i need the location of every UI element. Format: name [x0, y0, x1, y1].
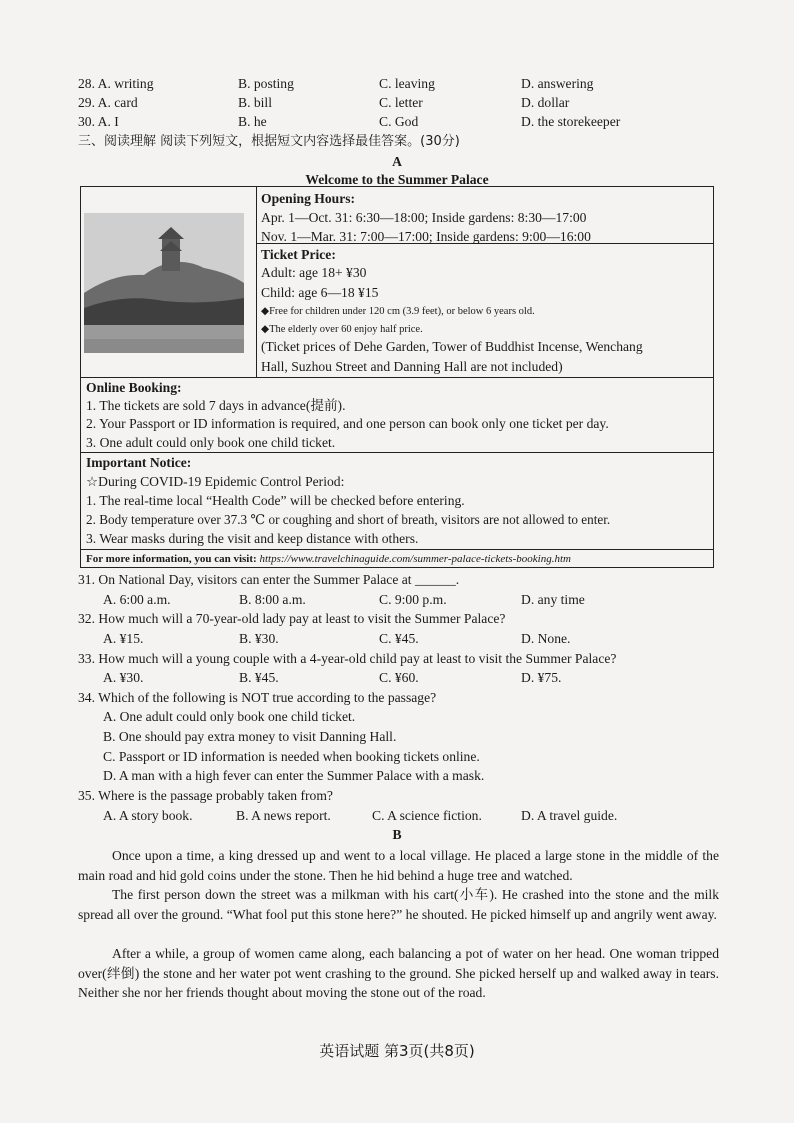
notice-item2: 2. Body temperature over 37.3 ℃ or coughing and short of breath, visitors are not allowed to enter. [86, 512, 611, 527]
option-c: C. A science fiction. [372, 808, 482, 823]
option-c: C. 9:00 p.m. [379, 592, 447, 607]
option-c: C. ¥60. [379, 670, 419, 685]
option-a: A. 6:00 a.m. [103, 592, 171, 607]
option-b: B. ¥45. [239, 670, 279, 685]
ticket-note-excluded-1: (Ticket prices of Dehe Garden, Tower of Buddhist Incense, Wenchang [261, 339, 643, 354]
option-b: B. ¥30. [239, 631, 279, 646]
option-d: D. None. [521, 631, 571, 646]
question-34-option-d: D. A man with a high fever can enter the Summer Palace with a mask. [103, 768, 485, 783]
question-33-stem: 33. How much will a young couple with a 4-year-old child pay at least to visit the Summer Palace? [78, 651, 617, 666]
option-b: B. posting [238, 76, 294, 91]
section-header: 三、阅读理解 阅读下列短文，根据短文内容选择最佳答案。(30分) [78, 134, 460, 149]
divider [256, 187, 257, 378]
passage-b-paragraph-3: After a while, a group of women came along, each balancing a pot of water on her head. One woman tripped over(绊倒) the stone and her water pot went crashing to the ground. She picked herself up and walked away in tears. Neither she nor her friends thought about moving the stone out of the road. [78, 946, 719, 1001]
option-a: 30. A. I [78, 114, 119, 129]
option-c: C. God [379, 114, 419, 129]
option-b: B. he [238, 114, 267, 129]
notice-item1: 1. The real-time local “Health Code” will be checked before entering. [86, 493, 465, 508]
notice-star: ☆During COVID-19 Epidemic Control Period: [86, 474, 345, 489]
option-b: B. 8:00 a.m. [239, 592, 306, 607]
ticket-note-excluded-2: Hall, Suzhou Street and Danning Hall are not included) [261, 359, 563, 374]
opening-hours-line2: Nov. 1—Mar. 31: 7:00—17:00; Inside gardens: 9:00—16:00 [261, 229, 591, 244]
ticket-child: Child: age 6—18 ¥15 [261, 285, 379, 300]
ticket-adult: Adult: age 18+ ¥30 [261, 265, 367, 280]
page-footer: 英语试题 第3页(共8页) [319, 1042, 475, 1060]
online-booking-title: Online Booking: [86, 380, 182, 395]
summer-palace-photo [84, 213, 244, 353]
passage-a-title: Welcome to the Summer Palace [305, 172, 489, 187]
more-info-url[interactable]: https://www.travelchinaguide.com/summer-palace-tickets-booking.htm [259, 553, 571, 565]
more-info [86, 550, 571, 568]
question-34-stem: 34. Which of the following is NOT true according to the passage? [78, 690, 437, 705]
question-32-stem: 32. How much will a 70-year-old lady pay at least to visit the Summer Palace? [78, 611, 506, 626]
passage-b-label: B [392, 827, 402, 842]
question-35-stem: 35. Where is the passage probably taken from? [78, 788, 333, 803]
option-d: D. dollar [521, 95, 570, 110]
ticket-note-free: ◆Free for children under 120 cm (3.9 feet), or below 6 years old. [261, 306, 535, 317]
passage-b-paragraph-2: The first person down the street was a milkman with his cart(小车). He crashed into the stone and the milk spread all over the ground. “What fool put this stone here?” he shouted. He picked himself up and angrily went away. [78, 887, 719, 922]
option-a: A. ¥15. [103, 631, 144, 646]
online-booking-item3: 3. One adult could only book one child ticket. [86, 435, 336, 450]
option-c: C. leaving [379, 76, 435, 91]
option-a: A. A story book. [103, 808, 193, 823]
ticket-note-elderly: ◆The elderly over 60 enjoy half price. [261, 324, 423, 335]
option-b: B. bill [238, 95, 272, 110]
option-a: 28. A. writing [78, 76, 154, 91]
question-34-option-c: C. Passport or ID information is needed when booking tickets online. [103, 749, 480, 764]
option-d: D. A travel guide. [521, 808, 618, 823]
notice-item3: 3. Wear masks during the visit and keep distance with others. [86, 531, 419, 546]
option-d: D. any time [521, 592, 585, 607]
option-a: 29. A. card [78, 95, 138, 110]
notice-title: Important Notice: [86, 455, 192, 470]
opening-hours-title: Opening Hours: [261, 191, 356, 206]
passage-a-label: A [392, 154, 402, 169]
option-d: D. ¥75. [521, 670, 562, 685]
option-b: B. A news report. [236, 808, 331, 823]
option-d: D. answering [521, 76, 594, 91]
option-c: C. letter [379, 95, 423, 110]
question-34-option-b: B. One should pay extra money to visit Danning Hall. [103, 729, 397, 744]
option-a: A. ¥30. [103, 670, 144, 685]
question-34-option-a: A. One adult could only book one child ticket. [103, 709, 356, 724]
option-c: C. ¥45. [379, 631, 419, 646]
opening-hours-line1: Apr. 1—Oct. 31: 6:30—18:00; Inside gardens: 8:30—17:00 [261, 210, 587, 225]
ticket-price-title: Ticket Price: [261, 247, 336, 262]
question-31-stem: 31. On National Day, visitors can enter the Summer Palace at ______. [78, 572, 460, 587]
passage-b-paragraph-1: Once upon a time, a king dressed up and went to a local village. He placed a large stone in the middle of the main road and hid gold coins under the stone. Then he hid behind a huge tree and watched. [78, 848, 719, 883]
online-booking-item1: 1. The tickets are sold 7 days in advance(提前). [86, 398, 346, 413]
option-d: D. the storekeeper [521, 114, 621, 129]
online-booking-item2: 2. Your Passport or ID information is required, and one person can book only one ticket per day. [86, 416, 609, 431]
more-info-label: For more information, you can visit: [86, 553, 257, 565]
